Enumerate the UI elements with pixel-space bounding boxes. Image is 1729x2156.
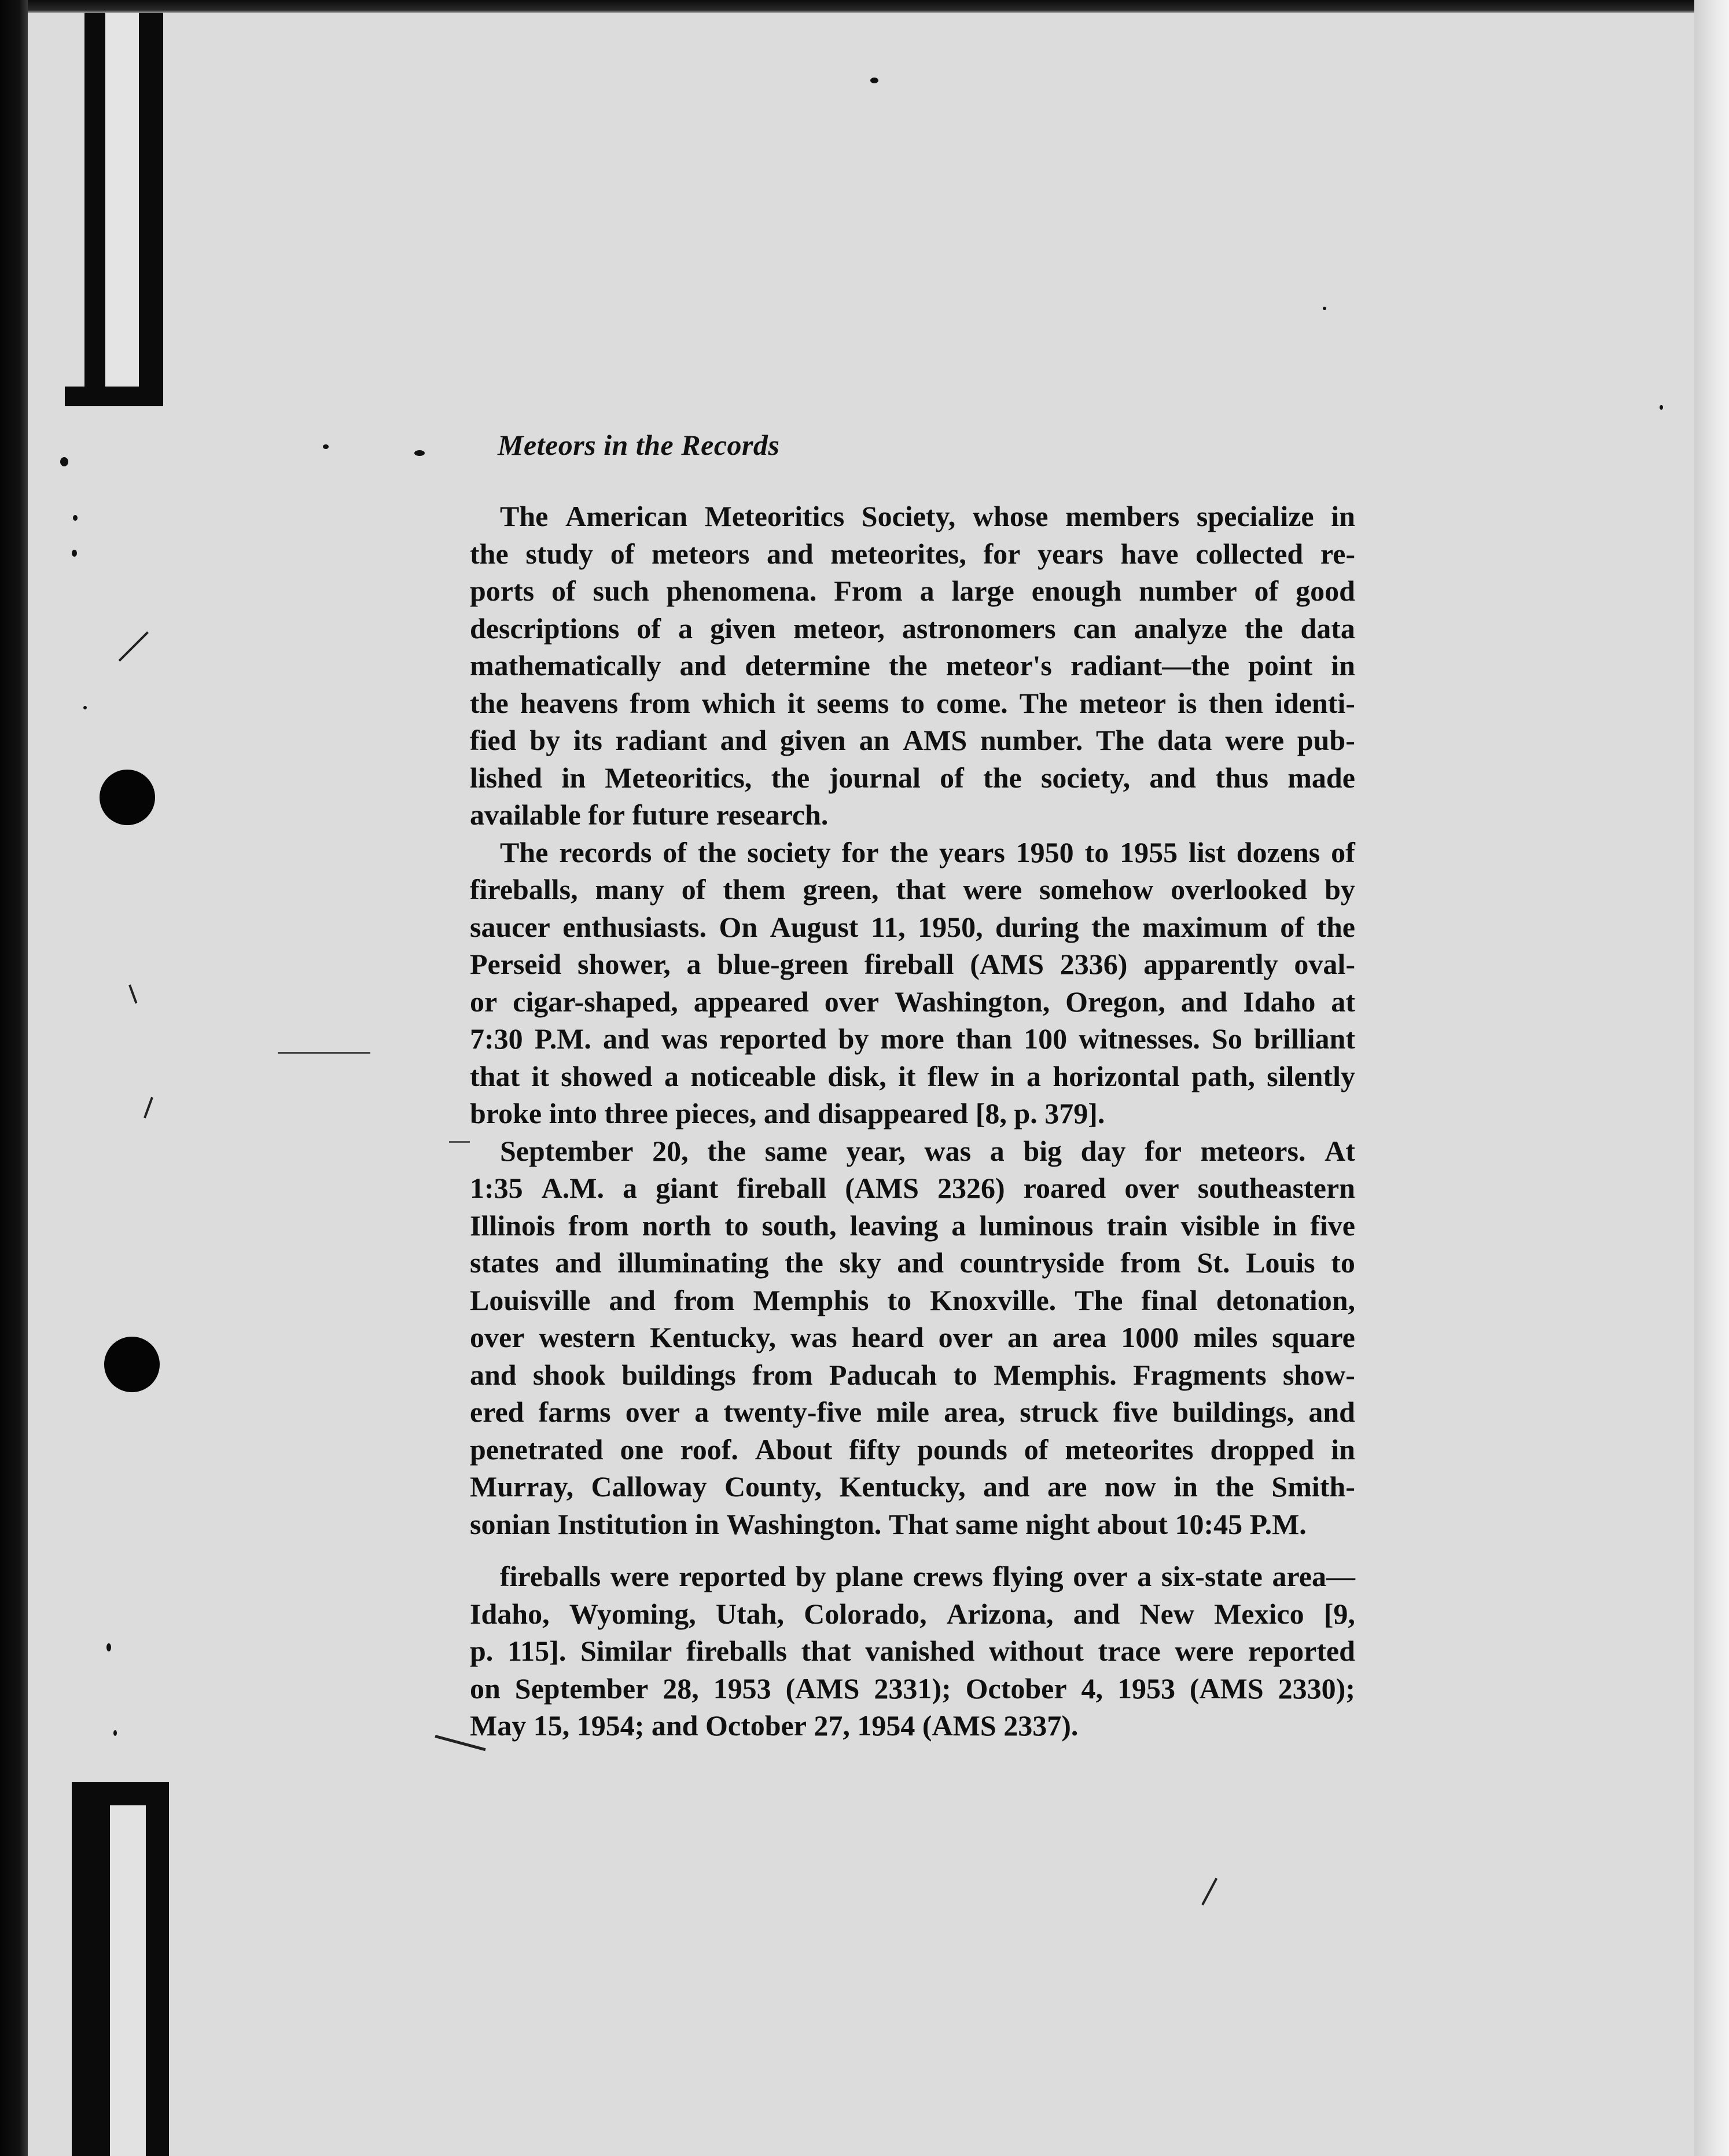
- text-line: ports of such phenomena. From a large enough number of good: [470, 575, 1355, 607]
- speck: [113, 1730, 117, 1736]
- stray-mark: [1201, 1878, 1217, 1905]
- text-line: September 20, the same year, was a big day for meteors. At: [500, 1134, 1355, 1167]
- binding-clip-top: [84, 13, 105, 406]
- speck: [73, 515, 78, 521]
- text-line: p. 115]. Similar fireballs that vanished without trace were reported: [470, 1635, 1355, 1667]
- binding-clip-bottom-gap: [110, 1805, 146, 2156]
- binding-clip-bottom-right: [146, 1782, 169, 2156]
- text-line: Louisville and from Memphis to Knoxville. The final detonation,: [470, 1283, 1355, 1316]
- stray-mark: [449, 1141, 470, 1143]
- paragraph: [470, 1558, 1355, 1745]
- text-line: descriptions of a given meteor, astronomers can analyze the data: [470, 612, 1355, 645]
- text-line: over western Kentucky, was heard over an area 1000 miles square: [470, 1321, 1355, 1353]
- text-line: Idaho, Wyoming, Utah, Colorado, Arizona, and New Mexico [9,: [470, 1597, 1355, 1630]
- punch-hole-upper: [100, 770, 155, 825]
- text-line: the heavens from which it seems to come. The meteor is then identi-: [470, 686, 1355, 719]
- page-heading: Meteors in the Records: [498, 429, 780, 461]
- scan-edge-right: [1694, 0, 1729, 2156]
- text-line: and shook buildings from Paducah to Memphis. Fragments show-: [470, 1358, 1355, 1391]
- text-line: 1:35 A.M. a giant fireball (AMS 2326) roared over southeastern: [470, 1172, 1355, 1204]
- text-line: available for future research.: [470, 799, 829, 831]
- text-line: or cigar-shaped, appeared over Washington, Oregon, and Idaho at: [470, 985, 1355, 1018]
- text-line: 7:30 P.M. and was reported by more than 100 witnesses. So brilliant: [470, 1022, 1355, 1055]
- text-line: The American Meteoritics Society, whose members specialize in: [500, 500, 1355, 532]
- paragraph: [470, 834, 1355, 1132]
- speck: [106, 1643, 111, 1651]
- document-body: [470, 498, 1355, 1745]
- text-line: lished in Meteoritics, the journal of the society, and thus made: [470, 761, 1355, 794]
- paragraph-gap: [470, 1543, 1355, 1558]
- text-line: Illinois from north to south, leaving a luminous train visible in five: [470, 1209, 1355, 1242]
- speck: [870, 78, 878, 83]
- speck: [83, 706, 87, 709]
- text-line: the study of meteors and meteorites, for years have collected re-: [470, 537, 1355, 570]
- text-line: ered farms over a twenty-five mile area, struck five buildings, and: [470, 1396, 1355, 1428]
- binding-clip-bottom-left: [72, 1782, 110, 2156]
- text-line: fireballs, many of them green, that were somehow overlooked by: [470, 873, 1355, 906]
- text-line: May 15, 1954; and October 27, 1954 (AMS 2337).: [470, 1709, 1079, 1742]
- binding-clip-top-base: [65, 387, 163, 406]
- speck: [1660, 405, 1663, 410]
- punch-hole-lower: [104, 1337, 160, 1392]
- stray-mark: [278, 1052, 370, 1054]
- text-line: that it showed a noticeable disk, it flew in a horizontal path, silently: [470, 1059, 1355, 1092]
- paragraph: [470, 1132, 1355, 1543]
- speck: [1323, 307, 1326, 310]
- text-line: states and illuminating the sky and countryside from St. Louis to: [470, 1246, 1355, 1279]
- scan-edge-top: [0, 0, 1729, 13]
- text-line: mathematically and determine the meteor's radiant—the point in: [470, 649, 1355, 682]
- scan-edge-left: [0, 0, 28, 2156]
- stray-mark: [128, 984, 137, 1003]
- text-line: penetrated one roof. About fifty pounds of meteorites dropped in: [470, 1433, 1355, 1466]
- text-line: sonian Institution in Washington. That same night about 10:45 P.M.: [470, 1507, 1307, 1540]
- speck: [414, 450, 425, 456]
- speck: [323, 444, 329, 449]
- speck: [60, 457, 68, 466]
- binding-clip-top-gap: [105, 13, 139, 387]
- binding-clip-top-right: [139, 13, 163, 406]
- text-line: saucer enthusiasts. On August 11, 1950, during the maximum of the: [470, 910, 1355, 943]
- text-line: broke into three pieces, and disappeared [8, p. 379].: [470, 1097, 1105, 1129]
- stray-mark: [119, 631, 149, 661]
- speck: [72, 550, 77, 557]
- text-line: on September 28, 1953 (AMS 2331); October 4, 1953 (AMS 2330);: [470, 1672, 1355, 1705]
- text-line: fireballs were reported by plane crews flying over a six-state area—: [500, 1560, 1355, 1592]
- paragraph: [470, 498, 1355, 834]
- stray-mark: [144, 1097, 153, 1119]
- text-line: Murray, Calloway County, Kentucky, and are now in the Smith-: [470, 1470, 1355, 1503]
- text-line: fied by its radiant and given an AMS number. The data were pub-: [470, 724, 1355, 756]
- text-line: The records of the society for the years 1950 to 1955 list dozens of: [500, 836, 1355, 869]
- text-line: Perseid shower, a blue-green fireball (AMS 2336) apparently oval-: [470, 948, 1355, 980]
